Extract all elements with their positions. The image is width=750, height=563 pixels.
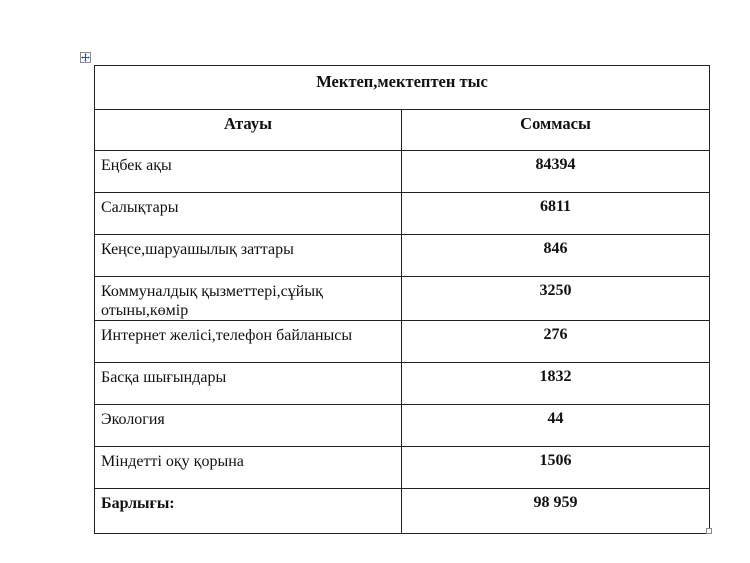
row-name-cell	[95, 405, 402, 447]
row-amount: 1832	[539, 368, 572, 385]
row-name-cell	[95, 235, 402, 277]
row-amount-cell	[402, 235, 710, 277]
row-amount-cell	[402, 363, 710, 405]
row-name-cell	[95, 193, 402, 235]
row-amount-cell	[402, 321, 710, 363]
table-row	[95, 235, 710, 277]
row-name-cell	[95, 447, 402, 489]
row-name-cell	[95, 277, 402, 321]
total-row	[95, 489, 710, 534]
header-row	[95, 110, 710, 151]
table-title-cell	[95, 66, 710, 110]
table-resize-handle[interactable]	[706, 528, 712, 534]
total-amount: 98 959	[533, 494, 578, 511]
row-amount: 1506	[539, 452, 572, 469]
table-row	[95, 363, 710, 405]
row-name: Басқа шығындары	[101, 369, 227, 386]
table-title: Мектеп,мектептен тыс	[316, 72, 488, 91]
title-row	[95, 66, 710, 110]
header-amount: Соммасы	[520, 114, 591, 133]
row-amount: 84394	[535, 156, 576, 173]
row-name-cell	[95, 363, 402, 405]
row-amount-cell	[402, 151, 710, 193]
row-amount-cell	[402, 193, 710, 235]
total-label: Барлығы:	[101, 495, 175, 512]
table-move-handle-icon[interactable]	[80, 52, 91, 63]
header-amount-cell	[402, 110, 710, 151]
row-name-cell	[95, 321, 402, 363]
table-row	[95, 447, 710, 489]
row-name: Интернет желісі,телефон байланысы	[101, 327, 353, 344]
row-amount: 3250	[539, 282, 572, 299]
table-row	[95, 405, 710, 447]
total-amount-cell	[402, 489, 710, 534]
row-amount: 6811	[539, 198, 572, 215]
table-row	[95, 277, 710, 321]
table-row	[95, 151, 710, 193]
table-row	[95, 193, 710, 235]
row-name: Міндетті оқу қорына	[101, 453, 244, 470]
row-amount: 846	[543, 240, 568, 257]
budget-table	[94, 65, 710, 534]
row-name: Коммуналдық қызметтері,сұйық отыны,көмір	[101, 283, 323, 319]
row-amount: 44	[547, 410, 564, 427]
row-amount-cell	[402, 447, 710, 489]
header-name: Атауы	[224, 114, 272, 133]
header-name-cell	[95, 110, 402, 151]
row-amount-cell	[402, 405, 710, 447]
row-amount-cell	[402, 277, 710, 321]
row-name: Экология	[101, 411, 165, 428]
row-name: Кеңсе,шаруашылық заттары	[101, 241, 294, 258]
row-name: Салықтары	[101, 199, 179, 216]
table-row	[95, 321, 710, 363]
row-name-cell	[95, 151, 402, 193]
row-name: Еңбек ақы	[101, 157, 172, 174]
row-amount: 276	[543, 326, 568, 343]
total-label-cell	[95, 489, 402, 534]
